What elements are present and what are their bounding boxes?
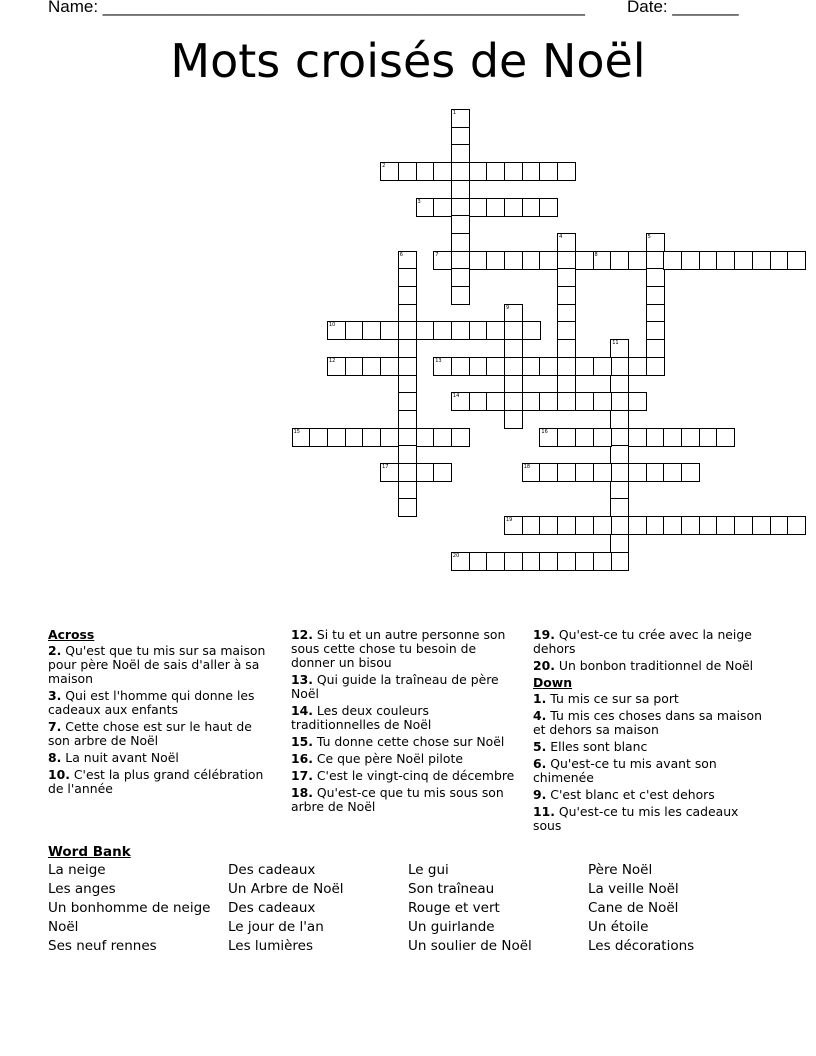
clue-number: 13. — [291, 672, 313, 687]
clue-text: Qu'est-ce tu mis les cadeaux sous — [533, 804, 739, 833]
word-bank-item: Les lumières — [228, 938, 314, 954]
crossword-cell[interactable] — [646, 339, 665, 358]
crossword-cell[interactable] — [380, 321, 399, 340]
clue-down-11 — [533, 805, 769, 833]
crossword-cell[interactable] — [610, 375, 629, 394]
crossword-cell[interactable] — [610, 392, 629, 411]
clue-number: 17. — [291, 768, 313, 783]
crossword-cell[interactable] — [433, 251, 452, 270]
crossword-cell[interactable] — [557, 428, 576, 447]
cell-number: 5 — [647, 233, 651, 240]
cell-number: 18 — [523, 464, 531, 470]
crossword-cell[interactable] — [469, 357, 488, 376]
cell-number: 12 — [329, 357, 336, 364]
word-bank-item: Le jour de l'an — [228, 919, 324, 935]
crossword-cell[interactable] — [327, 321, 346, 340]
crossword-cell[interactable] — [593, 392, 612, 411]
crossword-cell[interactable] — [734, 516, 753, 535]
cell-number: 7 — [435, 251, 439, 258]
clue-number: 6. — [533, 756, 547, 771]
crossword-cell[interactable] — [398, 339, 417, 358]
cell-number: 14 — [452, 393, 460, 400]
crossword-cell[interactable] — [327, 357, 346, 376]
crossword-cell[interactable] — [416, 198, 435, 217]
crossword-cell[interactable] — [469, 552, 488, 571]
page-title: Mots croisés de Noël — [170, 34, 646, 88]
clue-down-1 — [533, 692, 769, 706]
crossword-cell[interactable] — [646, 516, 665, 535]
crossword-cell[interactable] — [681, 251, 700, 270]
crossword-cell[interactable] — [522, 198, 541, 217]
clue-down-5 — [533, 740, 769, 754]
cell-number: 8 — [594, 251, 598, 258]
crossword-cell[interactable] — [380, 463, 399, 482]
crossword-cell[interactable] — [433, 463, 452, 482]
crossword-cell[interactable] — [646, 357, 665, 376]
crossword-cell[interactable] — [398, 321, 417, 340]
clue-text: Tu mis ce sur sa port — [550, 691, 679, 706]
clue-number: 8. — [48, 750, 62, 765]
clue-number: 5. — [533, 739, 547, 754]
crossword-cell[interactable] — [699, 428, 718, 447]
clue-text: Elles sont blanc — [550, 739, 648, 754]
crossword-cell[interactable] — [522, 162, 541, 181]
crossword-cell[interactable] — [362, 357, 381, 376]
crossword-cell[interactable] — [416, 321, 435, 340]
crossword-cell[interactable] — [610, 445, 629, 464]
crossword-cell[interactable] — [734, 251, 753, 270]
clue-text: Tu donne cette chose sur Noël — [316, 734, 505, 749]
crossword-cell[interactable] — [416, 162, 435, 181]
crossword-cell[interactable] — [752, 516, 771, 535]
word-bank-item: La neige — [48, 862, 106, 878]
crossword-cell[interactable] — [610, 410, 629, 429]
word-bank-item: La veille Noël — [588, 881, 679, 897]
crossword-cell[interactable] — [752, 251, 771, 270]
crossword-cell[interactable] — [398, 268, 417, 287]
crossword-cell[interactable] — [486, 392, 505, 411]
crossword-cell[interactable] — [451, 286, 470, 305]
crossword-cell[interactable] — [504, 162, 523, 181]
crossword-cell[interactable] — [557, 357, 576, 376]
crossword-cell[interactable] — [557, 251, 576, 270]
clues-column-2 — [291, 628, 516, 817]
crossword-cell[interactable] — [699, 251, 718, 270]
clue-across-8 — [48, 751, 276, 765]
crossword-cell[interactable] — [522, 251, 541, 270]
crossword-cell[interactable] — [610, 357, 629, 376]
crossword-cell[interactable] — [539, 198, 558, 217]
clues-column-1 — [48, 628, 276, 799]
crossword-cell[interactable] — [646, 428, 665, 447]
crossword-cell[interactable] — [575, 552, 594, 571]
crossword-cell[interactable] — [557, 304, 576, 323]
cell-number: 3 — [417, 198, 421, 205]
crossword-cell[interactable] — [787, 516, 806, 535]
crossword-cell[interactable] — [486, 321, 505, 340]
clue-text: Qu'est-ce que tu mis sous son arbre de Noël — [291, 785, 504, 814]
crossword-cell[interactable] — [451, 233, 470, 252]
word-bank — [48, 844, 768, 954]
crossword-cell[interactable] — [504, 357, 523, 376]
crossword-cell[interactable] — [593, 357, 612, 376]
cell-number: 20 — [452, 552, 460, 559]
crossword-cell[interactable] — [646, 251, 665, 270]
crossword-cell[interactable] — [398, 410, 417, 429]
crossword-cell[interactable] — [663, 463, 682, 482]
word-bank-heading: Word Bank — [48, 844, 131, 860]
crossword-cell[interactable] — [380, 428, 399, 447]
crossword-cell[interactable] — [451, 428, 470, 447]
crossword-cell[interactable] — [663, 428, 682, 447]
crossword-cell[interactable] — [416, 428, 435, 447]
crossword-cell[interactable] — [486, 357, 505, 376]
clue-across-7 — [48, 720, 276, 748]
cell-number: 6 — [399, 251, 403, 258]
clue-text: Qu'est-ce tu mis avant son chimenée — [533, 756, 717, 785]
clue-number: 20. — [533, 658, 555, 673]
crossword-cell[interactable] — [451, 552, 470, 571]
crossword-cell[interactable] — [628, 357, 647, 376]
crossword-cell[interactable] — [646, 268, 665, 287]
clue-number: 9. — [533, 787, 547, 802]
clue-text: Qu'est-ce tu crée avec la neige dehors — [533, 627, 752, 656]
clue-text: Ce que père Noël pilote — [316, 751, 463, 766]
crossword-cell[interactable] — [557, 268, 576, 287]
crossword-cell[interactable] — [770, 251, 789, 270]
crossword-cell[interactable] — [451, 144, 470, 163]
crossword-cell[interactable] — [539, 251, 558, 270]
crossword-cell[interactable] — [522, 357, 541, 376]
crossword-cell[interactable] — [433, 357, 452, 376]
crossword-cell[interactable] — [539, 516, 558, 535]
crossword-cell[interactable] — [628, 463, 647, 482]
crossword-cell[interactable] — [716, 251, 735, 270]
crossword-cell[interactable] — [451, 180, 470, 199]
cell-number: 17 — [382, 464, 389, 470]
crossword-cell[interactable] — [398, 286, 417, 305]
crossword-cell[interactable] — [522, 392, 541, 411]
crossword-cell[interactable] — [504, 552, 523, 571]
crossword-cell[interactable] — [593, 463, 612, 482]
crossword-cell[interactable] — [610, 251, 629, 270]
crossword-cell[interactable] — [557, 321, 576, 340]
clue-across-18 — [291, 786, 516, 814]
across-heading: Across — [48, 627, 95, 642]
clue-text: Cette chose est sur le haut de son arbre de Noël — [48, 719, 252, 748]
word-bank-item: Le gui — [408, 862, 449, 878]
clue-across-15 — [291, 735, 516, 749]
crossword-cell[interactable] — [327, 428, 346, 447]
crossword-cell[interactable] — [451, 162, 470, 181]
word-bank-item: Un bonhomme de neige — [48, 900, 211, 916]
crossword-cell[interactable] — [628, 392, 647, 411]
crossword-cell[interactable] — [575, 357, 594, 376]
word-bank-item: Les décorations — [588, 938, 695, 954]
crossword-cell[interactable] — [504, 251, 523, 270]
crossword-cell[interactable] — [663, 251, 682, 270]
crossword-cell[interactable] — [504, 339, 523, 358]
crossword-cell[interactable] — [575, 251, 594, 270]
crossword-cell[interactable] — [575, 392, 594, 411]
cell-number: 2 — [382, 163, 386, 170]
word-bank-item: Un guirlande — [408, 919, 495, 935]
crossword-cell[interactable] — [486, 251, 505, 270]
crossword-cell[interactable] — [398, 498, 417, 517]
crossword-cell[interactable] — [610, 481, 629, 500]
crossword-cell[interactable] — [539, 552, 558, 571]
crossword-cell[interactable] — [593, 251, 612, 270]
crossword-cell[interactable] — [557, 516, 576, 535]
crossword-cell[interactable] — [699, 516, 718, 535]
crossword-cell[interactable] — [557, 392, 576, 411]
crossword-cell[interactable] — [557, 552, 576, 571]
clue-down-4 — [533, 709, 769, 737]
crossword-cell[interactable] — [309, 428, 328, 447]
crossword-cell[interactable] — [646, 321, 665, 340]
crossword-cell[interactable] — [681, 428, 700, 447]
clue-text: C'est la plus grand célébration de l'année — [48, 767, 264, 796]
clue-text: Un bonbon traditionnel de Noël — [558, 658, 754, 673]
crossword-cell[interactable] — [646, 304, 665, 323]
word-bank-item: Les anges — [48, 881, 116, 897]
crossword-cell[interactable] — [628, 251, 647, 270]
crossword-cell[interactable] — [451, 127, 470, 146]
clue-across-3 — [48, 689, 276, 717]
clue-number: 14. — [291, 703, 313, 718]
clue-down-6 — [533, 757, 769, 785]
down-heading: Down — [533, 675, 573, 690]
clue-text: Les deux couleurs traditionnelles de Noël — [291, 703, 432, 732]
clue-across-13 — [291, 673, 516, 701]
crossword-cell[interactable] — [522, 463, 541, 482]
crossword-cell[interactable] — [557, 286, 576, 305]
clue-text: Qui guide la traîneau de père Noël — [291, 672, 499, 701]
crossword-cell[interactable] — [398, 375, 417, 394]
crossword-cell[interactable] — [593, 516, 612, 535]
crossword-cell[interactable] — [451, 198, 470, 217]
crossword-cell[interactable] — [539, 392, 558, 411]
clue-number: 4. — [533, 708, 547, 723]
clue-across-2 — [48, 644, 276, 686]
crossword-cell[interactable] — [522, 321, 541, 340]
crossword-cell[interactable] — [433, 428, 452, 447]
date-field[interactable]: Date: _______ — [627, 0, 739, 16]
crossword-cell[interactable] — [398, 463, 417, 482]
crossword-cell[interactable] — [451, 321, 470, 340]
word-bank-item: Rouge et vert — [408, 900, 500, 916]
crossword-cell[interactable] — [416, 463, 435, 482]
crossword-cell[interactable] — [646, 463, 665, 482]
clue-number: 18. — [291, 785, 313, 800]
clue-across-17 — [291, 769, 516, 783]
crossword-cell[interactable] — [451, 109, 470, 128]
clue-across-12 — [291, 628, 516, 670]
crossword-cell[interactable] — [575, 428, 594, 447]
crossword-cell[interactable] — [380, 357, 399, 376]
crossword-cell[interactable] — [451, 357, 470, 376]
crossword-cell[interactable] — [345, 357, 364, 376]
clue-text: Tu mis ces choses dans sa maison et dehors sa maison — [533, 708, 762, 737]
crossword-cell[interactable] — [610, 428, 629, 447]
cell-number: 4 — [559, 233, 563, 240]
cell-number: 1 — [452, 110, 457, 116]
crossword-cell[interactable] — [486, 198, 505, 217]
crossword-cell[interactable] — [539, 463, 558, 482]
crossword-cell[interactable] — [504, 375, 523, 394]
clue-text: C'est le vingt-cinq de décembre — [316, 768, 515, 783]
crossword-cell[interactable] — [539, 357, 558, 376]
crossword-cell[interactable] — [345, 428, 364, 447]
crossword-cell[interactable] — [610, 552, 629, 571]
name-field[interactable]: Name: ___________________________________________________ — [48, 0, 585, 16]
crossword-cell[interactable] — [433, 162, 452, 181]
clue-text: La nuit avant Noël — [65, 750, 179, 765]
word-bank-item: Un Arbre de Noël — [228, 881, 344, 897]
crossword-cell[interactable] — [292, 428, 311, 447]
crossword-cell[interactable] — [486, 552, 505, 571]
word-bank-item: Son traîneau — [408, 881, 495, 897]
crossword-cell[interactable] — [380, 162, 399, 181]
crossword-cell[interactable] — [362, 321, 381, 340]
crossword-cell[interactable] — [610, 463, 629, 482]
crossword-cell[interactable] — [504, 410, 523, 429]
clues-column-3 — [533, 628, 769, 836]
crossword-cell[interactable] — [451, 392, 470, 411]
word-bank-item: Un étoile — [588, 919, 649, 935]
clue-across-20 — [533, 659, 769, 673]
crossword-cell[interactable] — [610, 339, 629, 358]
crossword-cell[interactable] — [504, 321, 523, 340]
crossword-cell[interactable] — [398, 481, 417, 500]
cell-number: 11 — [612, 340, 619, 347]
crossword-cell[interactable] — [628, 428, 647, 447]
word-bank-item: Ses neuf rennes — [48, 938, 157, 954]
crossword-cell[interactable] — [486, 162, 505, 181]
clue-number: 2. — [48, 643, 62, 658]
crossword-cell[interactable] — [362, 428, 381, 447]
clue-number: 7. — [48, 719, 62, 734]
crossword-cell[interactable] — [539, 162, 558, 181]
crossword-cell[interactable] — [522, 552, 541, 571]
cell-number: 19 — [506, 517, 513, 524]
cell-number: 15 — [293, 428, 300, 435]
crossword-cell[interactable] — [628, 516, 647, 535]
crossword-cell[interactable] — [504, 198, 523, 217]
word-bank-item: Des cadeaux — [228, 900, 316, 916]
crossword-cell[interactable] — [398, 445, 417, 464]
crossword-cell[interactable] — [433, 321, 452, 340]
word-bank-list — [48, 863, 768, 954]
clue-across-10 — [48, 768, 276, 796]
word-bank-item: Père Noël — [588, 862, 653, 878]
crossword-cell[interactable] — [716, 516, 735, 535]
crossword-cell[interactable] — [451, 268, 470, 287]
clue-number: 11. — [533, 804, 555, 819]
crossword-cell[interactable] — [522, 516, 541, 535]
crossword-cell[interactable] — [716, 428, 735, 447]
clue-across-19 — [533, 628, 769, 656]
crossword-cell[interactable] — [504, 516, 523, 535]
crossword-cell[interactable] — [557, 162, 576, 181]
clue-number: 19. — [533, 627, 555, 642]
crossword-cell[interactable] — [557, 375, 576, 394]
cell-number: 16 — [541, 428, 548, 435]
crossword-cell[interactable] — [539, 428, 558, 447]
cell-number: 9 — [506, 304, 510, 311]
clue-number: 1. — [533, 691, 547, 706]
crossword-cell[interactable] — [504, 392, 523, 411]
crossword-cell[interactable] — [575, 463, 594, 482]
clue-number: 10. — [48, 767, 70, 782]
crossword-cell[interactable] — [433, 198, 452, 217]
clue-number: 12. — [291, 627, 313, 642]
clue-down-9 — [533, 788, 769, 802]
crossword-cell[interactable] — [398, 392, 417, 411]
word-bank-item: Noël — [48, 919, 79, 935]
crossword-cell[interactable] — [593, 428, 612, 447]
crossword-cell[interactable] — [469, 321, 488, 340]
crossword-cell[interactable] — [345, 321, 364, 340]
crossword-cell[interactable] — [681, 463, 700, 482]
clue-across-16 — [291, 752, 516, 766]
crossword-cell[interactable] — [610, 498, 629, 517]
crossword-cell[interactable] — [770, 516, 789, 535]
crossword-cell[interactable] — [469, 162, 488, 181]
crossword-cell[interactable] — [398, 162, 417, 181]
crossword-cell[interactable] — [557, 339, 576, 358]
crossword-cell[interactable] — [575, 516, 594, 535]
clue-text: Qu'est que tu mis sur sa maison pour père Noël de sais d'aller à sa maison — [48, 643, 266, 686]
crossword-cell[interactable] — [663, 516, 682, 535]
cell-number: 13 — [435, 357, 442, 364]
crossword-cell[interactable] — [469, 198, 488, 217]
crossword-cell[interactable] — [469, 392, 488, 411]
clue-number: 16. — [291, 751, 313, 766]
crossword-cell[interactable] — [451, 215, 470, 234]
crossword-cell[interactable] — [646, 233, 665, 252]
crossword-cell[interactable] — [610, 516, 629, 535]
crossword-cell[interactable] — [646, 286, 665, 305]
word-bank-item: Cane de Noël — [588, 900, 679, 916]
clue-text: Qui est l'homme qui donne les cadeaux aux enfants — [48, 688, 255, 717]
crossword-cell[interactable] — [557, 233, 576, 252]
crossword-cell[interactable] — [557, 463, 576, 482]
crossword-cell[interactable] — [451, 251, 470, 270]
word-bank-item: Un soulier de Noël — [408, 938, 532, 954]
crossword-cell[interactable] — [469, 251, 488, 270]
crossword-cell[interactable] — [610, 534, 629, 553]
clue-number: 15. — [291, 734, 313, 749]
crossword-cell[interactable] — [398, 251, 417, 270]
crossword-cell[interactable] — [398, 304, 417, 323]
crossword-cell[interactable] — [504, 304, 523, 323]
crossword-cell[interactable] — [681, 516, 700, 535]
crossword-cell[interactable] — [398, 357, 417, 376]
crossword-cell[interactable] — [398, 428, 417, 447]
clue-text: C'est blanc et c'est dehors — [550, 787, 715, 802]
clue-text: Si tu et un autre personne son sous cette chose tu besoin de donner un bisou — [291, 627, 506, 670]
word-bank-item: Des cadeaux — [228, 862, 316, 878]
clue-across-14 — [291, 704, 516, 732]
clue-number: 3. — [48, 688, 62, 703]
crossword-cell[interactable] — [593, 552, 612, 571]
cell-number: 10 — [329, 322, 336, 329]
crossword-cell[interactable] — [787, 251, 806, 270]
